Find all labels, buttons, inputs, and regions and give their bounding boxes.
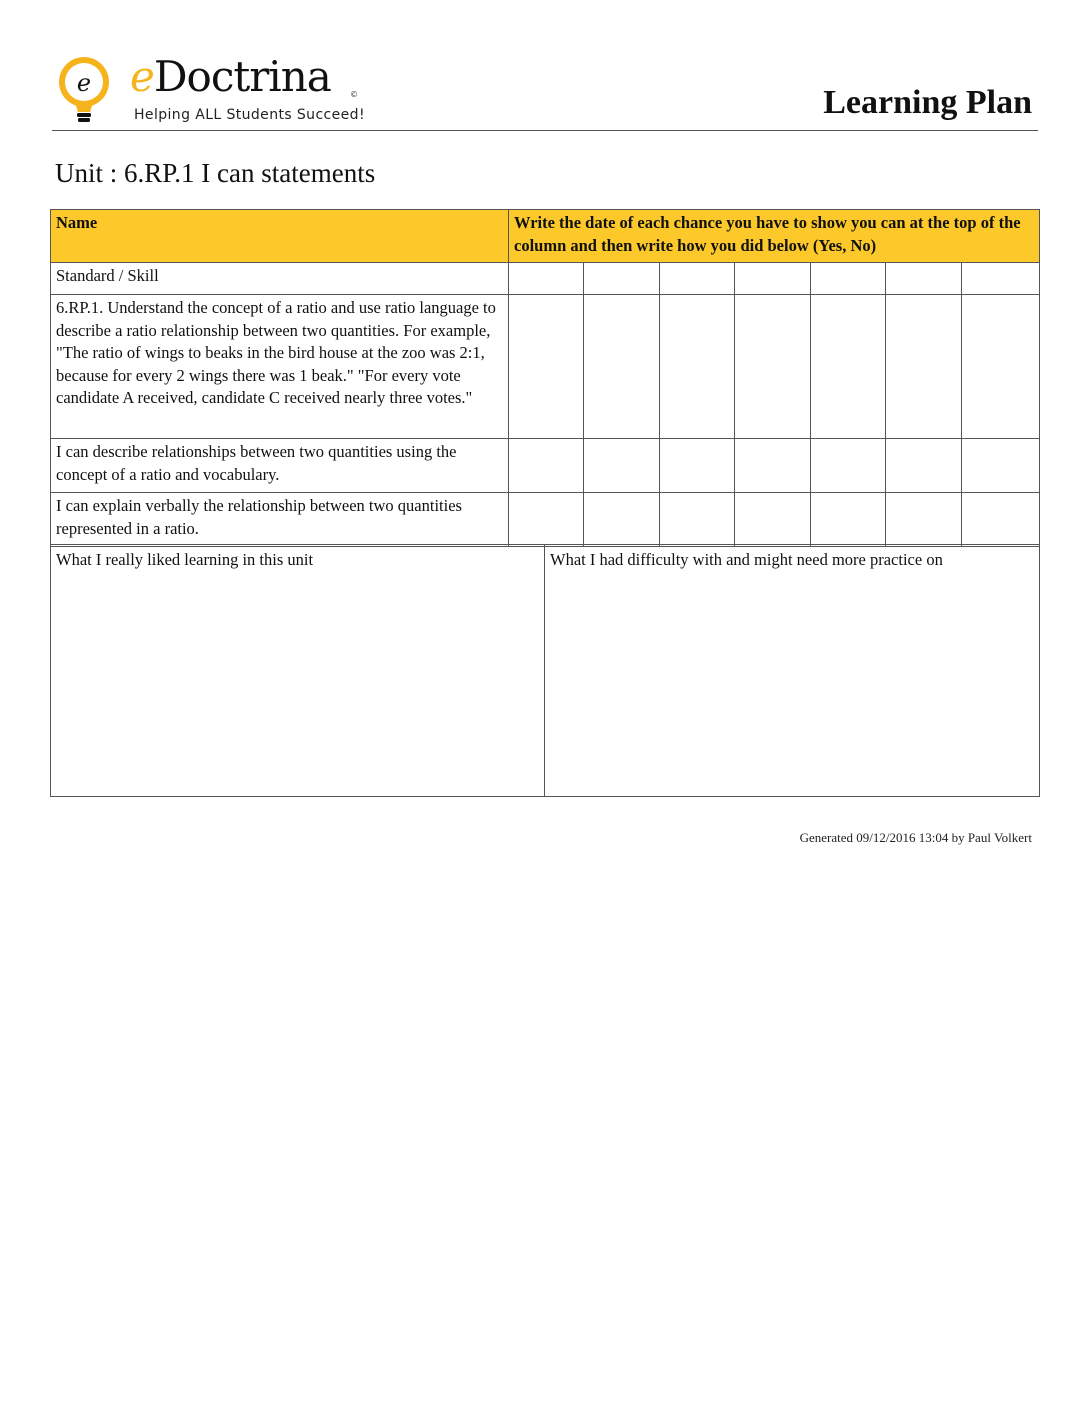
table-header-row [51, 210, 1040, 263]
liked-learning-box[interactable]: What I really liked learning in this unit [51, 545, 545, 797]
i-can-statement: I can explain verbally the relationship between two quantities represented in a ratio. [51, 493, 509, 547]
result-cell[interactable] [735, 493, 811, 547]
result-cell[interactable] [811, 295, 886, 439]
result-cell[interactable] [584, 295, 660, 439]
result-cell[interactable] [886, 493, 962, 547]
i-can-statement: I can describe relationships between two quantities using the concept of a ratio and vocabulary. [51, 439, 509, 493]
table-row [51, 295, 1040, 439]
result-cell[interactable] [886, 295, 962, 439]
result-cell[interactable] [584, 439, 660, 493]
result-cell[interactable] [584, 493, 660, 547]
result-cell[interactable] [962, 493, 1040, 547]
result-cell[interactable] [886, 439, 962, 493]
date-cell[interactable] [660, 263, 735, 295]
date-cell[interactable] [811, 263, 886, 295]
table-row [51, 439, 1040, 493]
brand-wordmark: eDoctrina [130, 52, 331, 101]
date-cell[interactable] [509, 263, 584, 295]
result-cell[interactable] [811, 493, 886, 547]
result-cell[interactable] [660, 295, 735, 439]
date-cell[interactable] [962, 263, 1040, 295]
result-cell[interactable] [660, 439, 735, 493]
date-cell[interactable] [886, 263, 962, 295]
result-cell[interactable] [735, 439, 811, 493]
page-header [52, 50, 1038, 131]
learning-plan-table [50, 209, 1040, 547]
generated-footer: Generated 09/12/2016 13:04 by Paul Volkert [799, 830, 1032, 845]
result-cell[interactable] [735, 295, 811, 439]
name-label: Name [51, 210, 509, 263]
unit-title: Unit : 6.RP.1 I can statements [55, 158, 376, 188]
result-cell[interactable] [509, 439, 584, 493]
result-cell[interactable] [509, 295, 584, 439]
standard-text: 6.RP.1. Understand the concept of a ratio and use ratio language to describe a ratio relationship between two quantities. For example, "The ratio of wings to beaks in the bird house at the zoo was 2:1, because for every 2 wings there was 1 beak." "For every vote candidate A received, candidate C received nearly three votes." [51, 295, 509, 439]
result-cell[interactable] [962, 295, 1040, 439]
registered-mark: © [350, 90, 358, 99]
skill-label: Standard / Skill [51, 263, 509, 295]
reflection-table [50, 544, 1040, 797]
result-cell[interactable] [811, 439, 886, 493]
result-cell[interactable] [509, 493, 584, 547]
result-cell[interactable] [660, 493, 735, 547]
document-title: Learning Plan [823, 84, 1032, 121]
lightbulb-icon [54, 54, 126, 128]
date-cell[interactable] [584, 263, 660, 295]
edoctrina-logo [54, 54, 374, 128]
svg-text:e: e [76, 69, 92, 97]
difficulty-box[interactable]: What I had difficulty with and might need more practice on [545, 545, 1040, 797]
table-row [51, 263, 1040, 295]
table-row [51, 493, 1040, 547]
brand-tagline: Helping ALL Students Succeed! [134, 107, 365, 123]
reflection-row [51, 545, 1040, 797]
result-cell[interactable] [962, 439, 1040, 493]
date-cell[interactable] [735, 263, 811, 295]
instruction-text: Write the date of each chance you have to show you can at the top of the column and then write how you did below (Yes, No) [509, 210, 1040, 263]
